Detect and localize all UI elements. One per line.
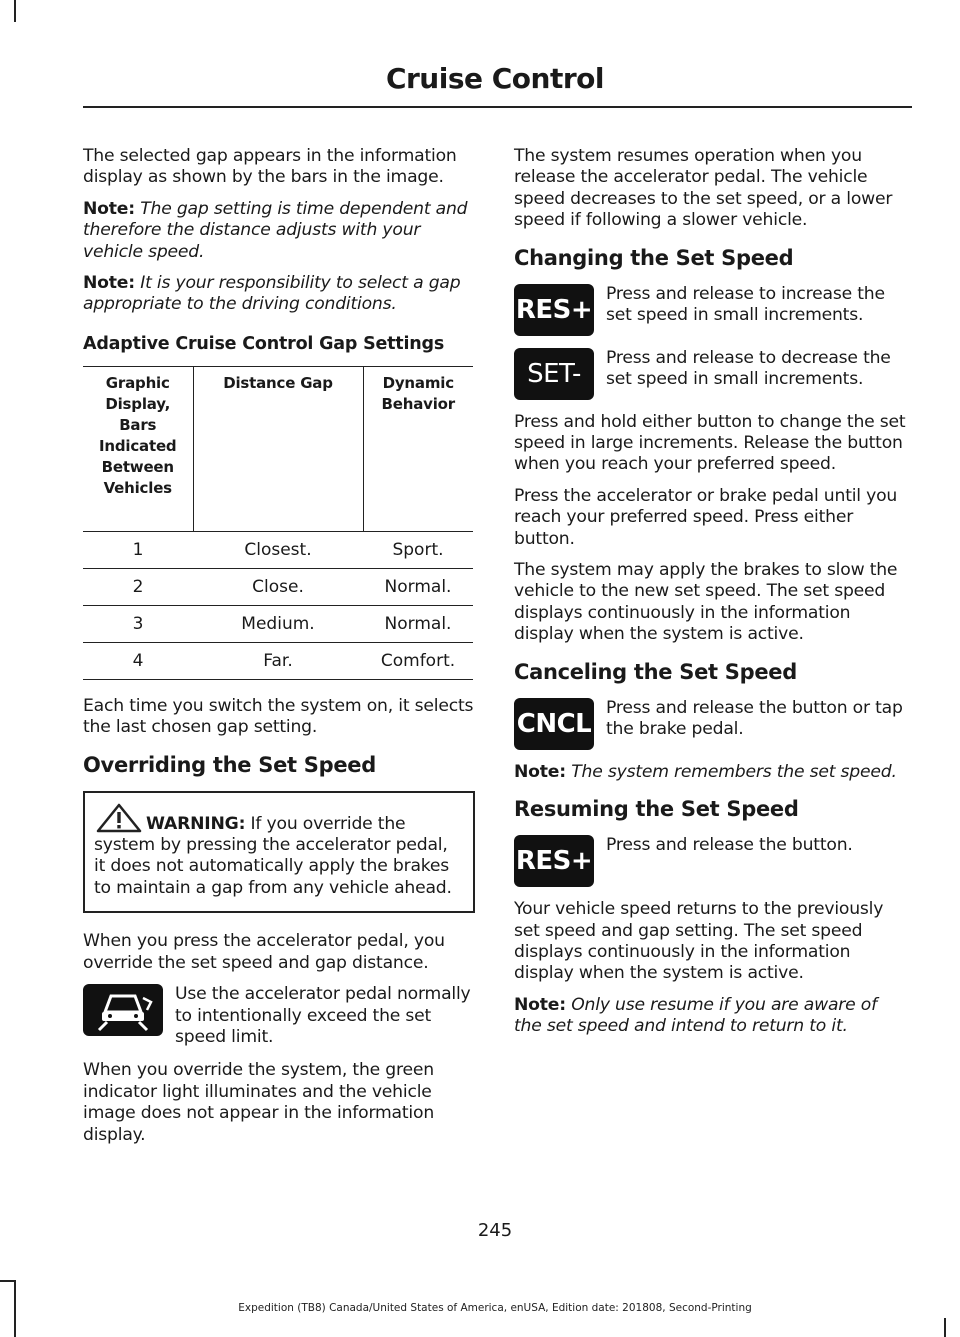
section-heading: Changing the Set Speed bbox=[514, 245, 794, 270]
page-number: 245 bbox=[477, 1220, 513, 1241]
table-row bbox=[83, 531, 473, 568]
resume-instruction-text: Press and release the button. bbox=[606, 835, 853, 856]
header-divider bbox=[83, 106, 912, 108]
paragraph: When you override the system, the green indicator light illuminates and the vehicle image does not appear in the information display. bbox=[83, 1060, 435, 1145]
gap-settings-table bbox=[83, 366, 473, 680]
paragraph: Press the accelerator or brake pedal until you reach your preferred speed. Press either button. bbox=[514, 485, 898, 549]
table-cell: 2 bbox=[83, 568, 193, 605]
section-heading: Resuming the Set Speed bbox=[514, 797, 799, 822]
note bbox=[514, 995, 906, 1038]
note-text: The gap setting is time dependent and therefore the distance adjusts with your vehicle speed. bbox=[83, 198, 468, 262]
set-instruction-text: Press and release to decrease the set speed in small increments. bbox=[606, 347, 891, 390]
note bbox=[83, 199, 475, 263]
warning-text: If you override the system by pressing the accelerator pedal, it does not automatically apply the brakes to maintain a gap from any vehicle ahead. bbox=[94, 813, 452, 898]
note-label: Note: bbox=[83, 273, 135, 294]
accelerator-instruction-text: Use the accelerator pedal normally to intentionally exceed the set speed limit. bbox=[175, 984, 471, 1047]
page-title: Cruise Control bbox=[385, 62, 604, 95]
paragraph: When you press the accelerator pedal, you override the set speed and gap distance. bbox=[83, 931, 445, 973]
res-instruction-text: Press and release to increase the set speed in small increments. bbox=[606, 283, 885, 326]
table-header-graphic: Graphic Display, Bars Indicated Between Vehicles bbox=[83, 366, 193, 531]
note bbox=[514, 762, 906, 783]
note bbox=[83, 273, 475, 316]
note-label: Note: bbox=[514, 994, 566, 1015]
adaptive-cruise-car-icon bbox=[83, 984, 163, 1036]
table-row bbox=[83, 605, 473, 642]
set-minus-button-icon: SET- bbox=[514, 348, 594, 400]
warning-label: WARNING: bbox=[146, 813, 246, 834]
paragraph: The system may apply the brakes to slow the vehicle to the new set speed. The set speed displays continuously in the information display when the system is active. bbox=[514, 560, 898, 645]
paragraph: Your vehicle speed returns to the previously set speed and gap setting. The set speed displays continuously in the information display when the system is active. bbox=[514, 899, 884, 984]
paragraph: Press and hold either button to change the set speed in large increments. Release the button when you reach your preferred speed. bbox=[514, 411, 906, 475]
table-cell: Sport. bbox=[363, 531, 473, 568]
set-instruction bbox=[514, 348, 906, 400]
table-title: Adaptive Cruise Control Gap Settings bbox=[83, 333, 445, 354]
cncl-instruction-text: Press and release the button or tap the brake pedal. bbox=[606, 697, 903, 740]
paragraph: The system resumes operation when you release the accelerator pedal. The vehicle speed decreases to the set speed, or a lower speed if following a slower vehicle. bbox=[514, 146, 893, 231]
table-row bbox=[83, 642, 473, 679]
resume-instruction bbox=[514, 835, 906, 887]
section-heading: Overriding the Set Speed bbox=[83, 752, 376, 777]
note-text: It is your responsibility to select a gap appropriate to the driving conditions. bbox=[83, 273, 461, 315]
table-cell: Comfort. bbox=[363, 642, 473, 679]
table-cell: Close. bbox=[193, 568, 363, 605]
crop-mark-top-left bbox=[14, 0, 16, 22]
res-plus-button-icon: RES+ bbox=[514, 835, 594, 887]
table-cell: 1 bbox=[83, 531, 193, 568]
note-label: Note: bbox=[514, 761, 566, 782]
paragraph: The selected gap appears in the information display as shown by the bars in the image. bbox=[83, 146, 457, 188]
note-text: Only use resume if you are aware of the set speed and intend to return to it. bbox=[514, 994, 877, 1037]
warning-box bbox=[83, 791, 475, 914]
table-cell: Far. bbox=[193, 642, 363, 679]
accelerator-instruction bbox=[83, 984, 475, 1048]
table-header-row bbox=[83, 366, 473, 531]
cncl-button-icon: CNCL bbox=[514, 698, 594, 750]
section-heading: Canceling the Set Speed bbox=[514, 659, 797, 684]
left-column bbox=[83, 146, 475, 1156]
res-plus-button-icon: RES+ bbox=[514, 284, 594, 336]
crop-mark-bottom-left-h bbox=[0, 1280, 16, 1282]
note-text: The system remembers the set speed. bbox=[571, 761, 897, 782]
table-cell: 3 bbox=[83, 605, 193, 642]
table-header-distance: Distance Gap bbox=[193, 366, 363, 531]
edition-footer: Expedition (TB8) Canada/United States of America, enUSA, Edition date: 201808, Second-Printing bbox=[238, 1302, 752, 1314]
warning-triangle-icon bbox=[94, 803, 144, 833]
table-row bbox=[83, 568, 473, 605]
cncl-instruction bbox=[514, 698, 906, 750]
crop-mark-bottom-right bbox=[944, 1318, 946, 1337]
table-cell: Normal. bbox=[363, 568, 473, 605]
table-header-behavior: Dynamic Behavior bbox=[363, 366, 473, 531]
table-cell: Closest. bbox=[193, 531, 363, 568]
right-column bbox=[514, 146, 906, 1048]
table-cell: 4 bbox=[83, 642, 193, 679]
res-instruction bbox=[514, 284, 906, 336]
paragraph: Each time you switch the system on, it selects the last chosen gap setting. bbox=[83, 695, 474, 738]
table-cell: Normal. bbox=[363, 605, 473, 642]
table-cell: Medium. bbox=[193, 605, 363, 642]
note-label: Note: bbox=[83, 198, 135, 219]
